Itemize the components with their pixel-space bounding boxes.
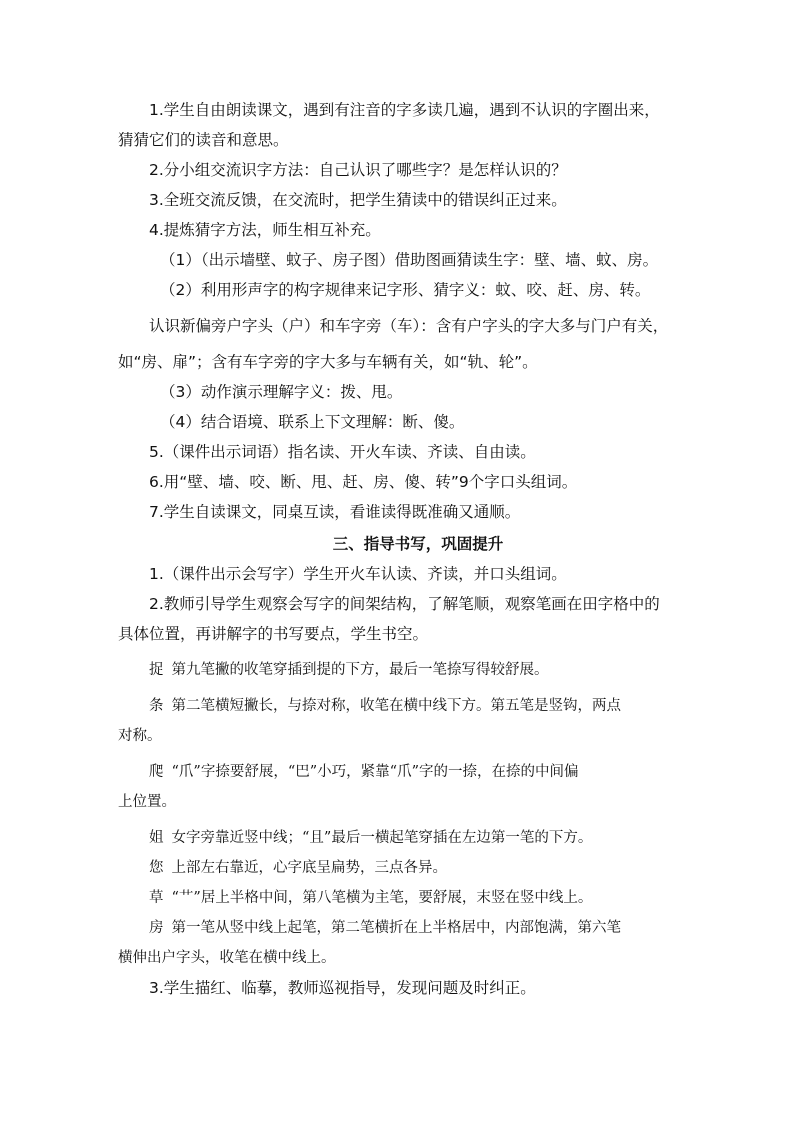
guide-text-continued: 上位置。 <box>118 794 176 810</box>
section-step-1: 1.（课件出示会写字）学生开火车认读、齐读，并口头组词。 <box>149 565 567 583</box>
guide-character: 捉 <box>149 662 164 678</box>
guide-text: 第一笔从竖中线上起笔，第二笔横折在上半格居中，内部饱满，第六笔 <box>171 920 621 936</box>
writing-guide-item <box>118 691 678 721</box>
guide-text: “爪”字捺要舒展，“巴”小巧，紧靠“爪”字的一捺，在捺的中间偏 <box>171 764 579 780</box>
writing-guide-item <box>118 655 678 685</box>
guide-character: 姐 <box>149 830 164 846</box>
paragraph-6: （2）利用形声字的构字规律来记字形、猜字义：蚊、咬、赶、房、转。 <box>160 281 651 299</box>
paragraph-11: 6.用“壁、墙、咬、断、甩、赶、房、傻、转”9个字口头组词。 <box>149 473 578 491</box>
writing-guide-item <box>118 883 678 913</box>
paragraph-1-line-1: 1.学生自由朗读课文，遇到有注音的字多读几遍，遇到不认识的字圈出来， <box>149 101 660 119</box>
guide-character: 条 <box>149 698 164 714</box>
guide-character: 草 <box>149 890 164 906</box>
writing-guide-item <box>118 823 678 853</box>
paragraph-5: （1）（出示墙壁、蚊子、房子图）借助图画猜读生字：壁、墙、蚊、房。 <box>160 251 659 269</box>
paragraph-2: 2.分小组交流识字方法：自己认识了哪些字？是怎样认识的？ <box>149 161 567 179</box>
guide-text: 第二笔横短撇长，与捺对称，收笔在横中线下方。第五笔是竖钩，两点 <box>171 698 621 714</box>
guide-text: 上部左右靠近，心字底呈扁势，三点各异。 <box>171 860 447 876</box>
paragraph-8: （3）动作演示理解字义：拨、甩。 <box>160 383 403 401</box>
guide-character: 房 <box>149 920 164 936</box>
section-step-2-line-2: 具体位置，再讲解字的书写要点，学生书空。 <box>118 625 429 643</box>
writing-guide-item <box>118 757 678 787</box>
paragraph-12: 7.学生自读课文，同桌互读，看谁读得既准确又通顺。 <box>149 503 521 521</box>
writing-guide-item <box>118 853 678 883</box>
paragraph-3: 3.全班交流反馈，在交流时，把学生猜读中的错误纠正过来。 <box>149 191 567 209</box>
paragraph-9: （4）结合语境、联系上下文理解：断、傻。 <box>160 413 465 431</box>
writing-guide-list <box>118 655 678 973</box>
guide-text: “艹”居上半格中间，第八笔横为主笔，要舒展，末竖在竖中线上。 <box>171 890 593 906</box>
guide-text: 女字旁靠近竖中线；“且”最后一横起笔穿插在左边第一笔的下方。 <box>171 830 593 846</box>
paragraph-4: 4.提炼猜字方法，师生相互补充。 <box>149 221 381 239</box>
section-heading: 三、指导书写，巩固提升 <box>332 535 504 553</box>
section-step-2-line-1: 2.教师引导学生观察会写字的间架结构，了解笔顺，观察笔画在田字格中的 <box>149 595 660 613</box>
guide-text-continued: 横伸出户字头，收笔在横中线上。 <box>118 950 336 966</box>
paragraph-7-line-2: 如“房、扉”；含有车字旁的字大多与车辆有关，如“轨、轮”。 <box>118 353 538 371</box>
paragraph-7-line-1: 认识新偏旁户字头（户）和车字旁（车）：含有户字头的字大多与门户有关， <box>149 317 669 335</box>
writing-guide-item <box>118 913 678 943</box>
document-body <box>118 95 678 1003</box>
guide-character: 爬 <box>149 764 164 780</box>
section-step-3: 3.学生描红、临摹，教师巡视指导，发现问题及时纠正。 <box>149 979 536 997</box>
guide-text-continued: 对称。 <box>118 728 162 744</box>
guide-character: 您 <box>149 860 164 876</box>
paragraph-10: 5.（课件出示词语）指名读、开火车读、齐读、自由读。 <box>149 443 536 461</box>
paragraph-1-line-2: 猜猜它们的读音和意思。 <box>118 131 289 149</box>
guide-text: 第九笔撇的收笔穿插到提的下方，最后一笔捺写得较舒展。 <box>171 662 549 678</box>
